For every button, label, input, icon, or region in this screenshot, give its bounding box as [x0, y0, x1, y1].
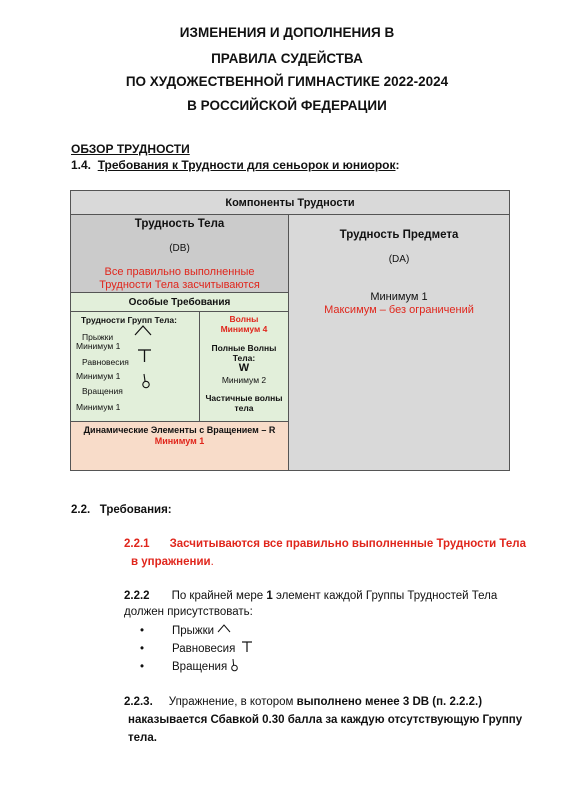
group-jumps-label: Прыжки — [82, 332, 114, 342]
group-jumps-min: Минимум 1 — [76, 341, 121, 351]
db-note-line-2: Трудности Тела засчитываются — [99, 279, 260, 291]
special-requirements-title — [70, 292, 289, 312]
req-221-text: Засчитываются все правильно выполненные Трудности Тела — [169, 538, 526, 550]
req-221-line-1 — [124, 538, 526, 550]
db-note-line-1: Все правильно выполненные — [104, 266, 255, 278]
body-groups-cell — [70, 311, 200, 422]
req-221-text-2: в упражнении — [131, 556, 211, 568]
req-223-pre: Упражнение, в котором — [168, 696, 294, 708]
da-min: Минимум 1 — [370, 291, 428, 303]
req-223-line-2: наказывается Сбавкой 0.30 балла за каждую отсутствующую Группу — [128, 714, 523, 726]
partial-waves-label-2: тела — [234, 403, 254, 413]
overview-sub-text: Требования к Трудности для сеньорок и юниорок — [97, 158, 396, 172]
doc-title-line-3: ПО ХУДОЖЕСТВЕННОЙ ГИМНАСТИКЕ 2022-2024 — [125, 74, 449, 89]
group-rotations-min: Минимум 1 — [76, 402, 121, 412]
req-221-dot: . — [210, 556, 214, 568]
req-221-line-2 — [131, 556, 214, 568]
full-waves-label-1: Полные Волны — [211, 343, 277, 353]
overview-subheading — [71, 158, 400, 172]
req-223-ref: (п. 2.2.2.) — [432, 696, 483, 708]
group-balances-min: Минимум 1 — [76, 371, 121, 381]
req-222-number: 2.2.2 — [124, 590, 150, 602]
da-max: Максимум – без ограничений — [324, 304, 474, 316]
requirements-heading-number: 2.2. — [71, 504, 91, 516]
bullet-balances-label: Равновесия — [172, 643, 236, 655]
groups-title: Трудности Групп Тела: — [81, 315, 177, 325]
doc-title-line-4: В РОССИЙСКОЙ ФЕДЕРАЦИИ — [187, 98, 387, 113]
dynamic-elements-title: Динамические Элементы с Вращением – R — [83, 425, 276, 435]
da-cell — [288, 214, 510, 471]
balance-symbol-icon — [241, 641, 253, 653]
special-requirements-label: Особые Требования — [128, 297, 231, 308]
bullet-dot: • — [140, 625, 145, 637]
group-balances-label: Равновесия — [82, 357, 129, 367]
partial-waves-label-1: Частичные волны — [205, 393, 283, 403]
req-223-line-1 — [124, 696, 482, 708]
jump-symbol-icon — [217, 624, 231, 633]
bullet-item-balances — [140, 643, 236, 655]
waves-min: Минимум 4 — [220, 324, 268, 334]
dynamic-elements-min: Минимум 1 — [154, 436, 205, 446]
dynamic-elements-cell — [70, 421, 289, 471]
db-title: Трудность Тела — [134, 218, 225, 230]
req-222-post: элемент каждой Группы Трудностей Тела — [275, 590, 498, 602]
bullet-jumps-label: Прыжки — [172, 625, 215, 637]
requirements-heading — [71, 504, 172, 516]
bullet-dot: • — [140, 643, 145, 655]
req-222-pre: По крайней мере — [171, 590, 264, 602]
db-cell — [70, 214, 289, 293]
full-waves-min: Минимум 2 — [221, 375, 267, 385]
req-223-number: 2.2.3. — [124, 696, 153, 708]
req-221-number: 2.2.1 — [124, 538, 150, 550]
overview-sub-number: 1.4. — [71, 158, 92, 172]
doc-title-line-2: ПРАВИЛА СУДЕЙСТВА — [211, 51, 363, 66]
rotation-symbol-icon — [230, 658, 239, 672]
full-waves-symbol: W — [238, 362, 250, 374]
group-rotations-label: Вращения — [82, 386, 123, 396]
req-223-line-3: тела. — [128, 732, 157, 744]
waves-cell — [199, 311, 289, 422]
da-abbr: (DA) — [388, 254, 410, 265]
req-222-bold: 1 — [266, 590, 273, 602]
jump-symbol-icon — [134, 324, 154, 336]
da-title: Трудность Предмета — [339, 229, 459, 241]
req-222-line-2: должен присутствовать: — [124, 606, 253, 618]
bullet-rotations-label: Вращения — [172, 661, 228, 673]
full-waves-label-2: Тела: — [232, 353, 256, 363]
bullet-item-jumps — [140, 625, 215, 637]
balance-symbol-icon — [137, 349, 153, 363]
requirements-heading-text: Требования: — [99, 504, 172, 516]
overview-heading: ОБЗОР ТРУДНОСТИ — [71, 142, 190, 156]
req-222-line-1 — [124, 590, 497, 602]
bullet-dot: • — [140, 661, 145, 673]
table-header-label: Компоненты Трудности — [225, 197, 355, 209]
doc-title-line-1: ИЗМЕНЕНИЯ И ДОПОЛНЕНИЯ В — [179, 25, 395, 40]
bullet-item-rotations — [140, 661, 228, 673]
req-223-bold: выполнено менее 3 DB — [296, 696, 430, 708]
db-abbr: (DB) — [169, 243, 190, 254]
rotation-symbol-icon — [141, 373, 151, 389]
overview-sub-colon: : — [395, 158, 400, 172]
waves-title: Волны — [229, 314, 259, 324]
table-header — [70, 190, 510, 215]
